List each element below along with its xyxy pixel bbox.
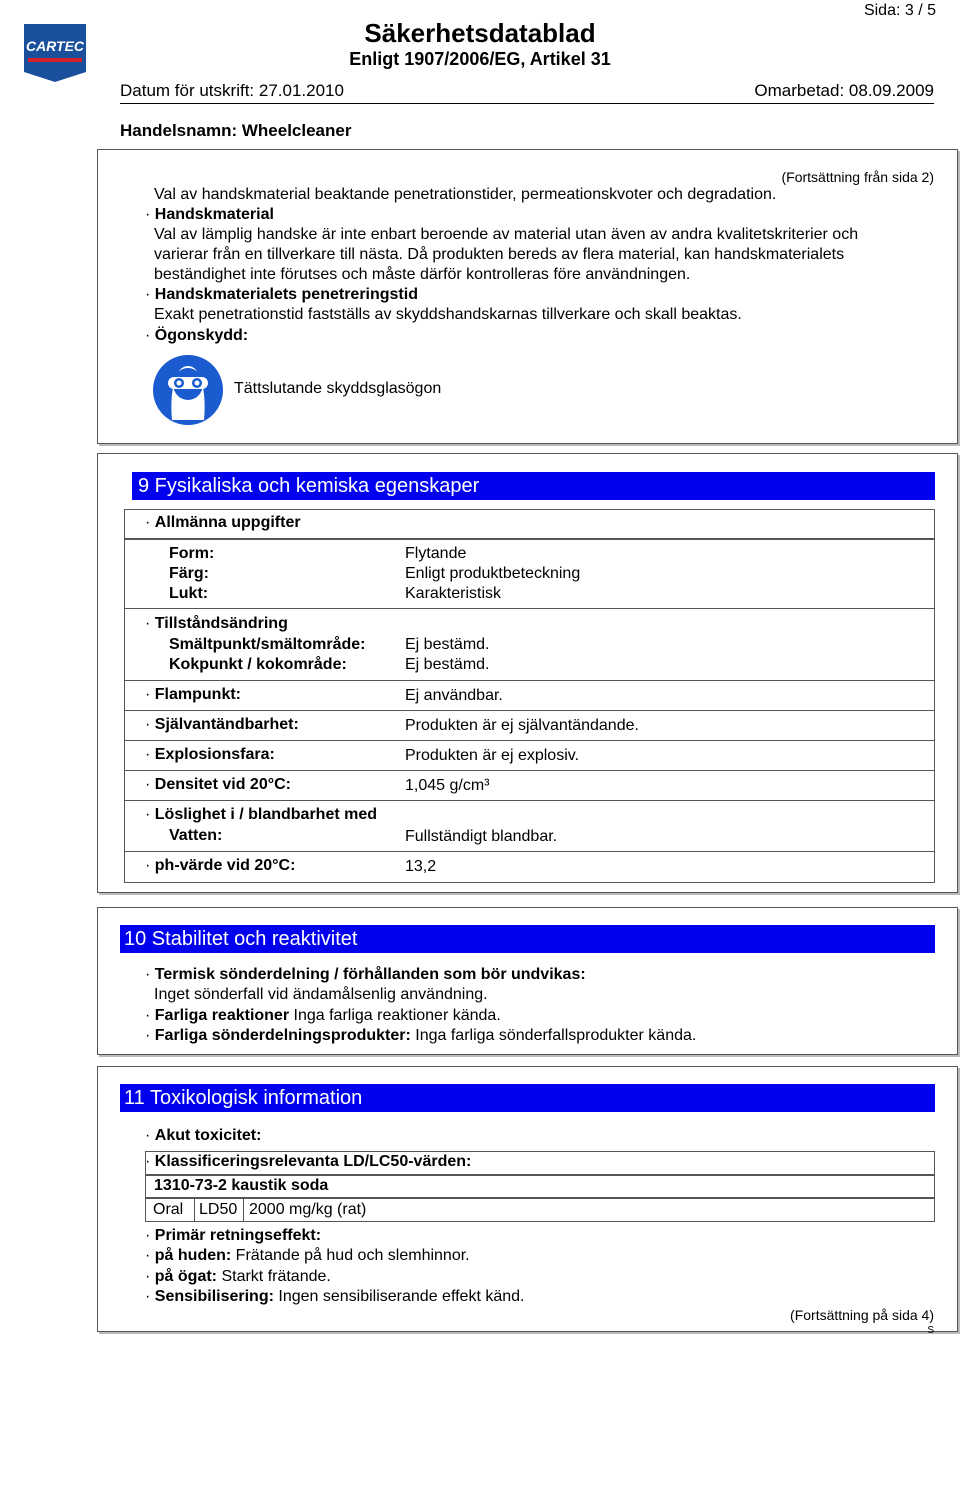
ph-label: · ph-värde vid 20°C: <box>145 857 296 874</box>
boiling-label: Kokpunkt / kokområde: <box>169 656 347 673</box>
page-number: Sida: 3 / 5 <box>863 2 936 19</box>
explosion-value: Produkten är ej explosiv. <box>405 747 580 764</box>
thermal-title: · Termisk sönderdelning / förhållanden som bör undvikas: <box>145 966 586 983</box>
color-value: Enligt produktbeteckning <box>405 565 581 582</box>
solubility-label: · Löslighet i / blandbarhet med <box>145 806 378 823</box>
divider <box>124 770 935 771</box>
value-cell: 2000 mg/kg (rat) <box>249 1201 367 1218</box>
eye-effect: · på ögat: Starkt frätande. <box>145 1268 331 1285</box>
self-ignition-value: Produkten är ej självantändande. <box>405 717 639 734</box>
print-date: Datum för utskrift: 27.01.2010 <box>120 81 344 100</box>
form-value: Flytande <box>405 545 467 562</box>
explosion-label: · Explosionsfara: <box>145 746 275 763</box>
melting-value: Ej bestämd. <box>405 636 490 653</box>
boiling-value: Ej bestämd. <box>405 656 490 673</box>
divider <box>124 608 935 609</box>
form-label: Form: <box>169 545 215 562</box>
penetration-text: Exakt penetrationstid fastställs av skyddshandskarnas tillverkare och skall beaktas. <box>154 306 742 323</box>
divider <box>124 710 935 711</box>
ld-values-title: · Klassificeringsrelevanta LD/LC50-värden: <box>145 1153 472 1170</box>
color-label: Färg: <box>169 565 209 582</box>
revised-date: Omarbetad: 08.09.2009 <box>754 81 934 100</box>
melting-label: Smältpunkt/smältområde: <box>169 636 366 653</box>
document-title: Säkerhetsdatablad <box>364 18 596 48</box>
ph-value: 13,2 <box>405 858 437 875</box>
skin-effect: · på huden: Frätande på hud och slemhinnor. <box>145 1247 470 1264</box>
glove-line: Val av handskmaterial beaktande penetrationstider, permeationskvoter och degradation. <box>154 186 777 203</box>
eye-protection-text: Tättslutande skyddsglasögon <box>234 380 442 397</box>
flash-point-label: · Flampunkt: <box>145 686 241 703</box>
document-subtitle: Enligt 1907/2006/EG, Artikel 31 <box>349 49 611 69</box>
self-ignition-label: · Självantändbarhet: <box>145 716 299 733</box>
dangerous-decomposition: · Farliga sönderdelningsprodukter: Inga farliga sönderfallsprodukter kända. <box>145 1027 697 1044</box>
sensitization: · Sensibilisering: Ingen sensibiliserande effekt känd. <box>145 1288 525 1305</box>
general-info-title: · Allmänna uppgifter <box>145 514 301 531</box>
svg-text:CARTEC: CARTEC <box>25 38 85 54</box>
continued-from: (Fortsättning från sida 2) <box>781 169 934 185</box>
route-cell: Oral <box>149 1199 195 1221</box>
divider <box>124 680 935 681</box>
eye-protection-title: · Ögonskydd: <box>145 327 249 344</box>
odor-value: Karakteristisk <box>405 585 502 602</box>
water-value: Fullständigt blandbar. <box>405 828 558 845</box>
continued-to: (Fortsättning på sida 4) <box>790 1307 934 1323</box>
header-rule <box>120 103 934 104</box>
state-change-title: · Tillståndsändring <box>145 615 288 632</box>
density-label: · Densitet vid 20°C: <box>145 776 291 793</box>
section-10-title: 10 Stabilitet och reaktivitet <box>120 925 935 953</box>
goggles-pictogram <box>152 354 224 426</box>
trade-name: Handelsnamn: Wheelcleaner <box>120 121 352 140</box>
substance-name: 1310-73-2 kaustik soda <box>154 1177 329 1194</box>
dangerous-reactions: · Farliga reaktioner Inga farliga reaktioner kända. <box>145 1007 501 1024</box>
penetration-title: · Handskmaterialets penetreringstid <box>145 286 418 303</box>
glove-material-text-2: varierar från en tillverkare till nästa. Då produkten bereds av flera material, kan handskmaterialets <box>154 246 845 263</box>
glove-material-title: · Handskmaterial <box>145 206 274 223</box>
glove-material-text-3: beständighet inte förutses och måste därför kontrolleras före användningen. <box>154 266 691 283</box>
flash-point-value: Ej användbar. <box>405 687 503 704</box>
odor-label: Lukt: <box>169 585 209 602</box>
divider <box>124 800 935 801</box>
section-11-title: 11 Toxikologisk information <box>120 1084 935 1112</box>
divider <box>124 851 935 852</box>
water-label: Vatten: <box>169 827 223 844</box>
glove-material-text-1: Val av lämplig handske är inte enbart beroende av material utan även av andra kvalitetskriterier och <box>154 226 859 243</box>
thermal-text: Inget sönderfall vid ändamålsenlig användning. <box>154 986 488 1003</box>
primary-irritation-label: · Primär retningseffekt: <box>145 1227 322 1244</box>
measure-cell: LD50 <box>195 1199 244 1221</box>
acute-toxicity-label: · Akut toxicitet: <box>145 1127 262 1144</box>
section-9-title: 9 Fysikaliska och kemiska egenskaper <box>132 472 935 500</box>
divider <box>124 740 935 741</box>
goggles-icon <box>152 354 224 426</box>
footer-mark: S <box>927 1325 934 1336</box>
density-value: 1,045 g/cm³ <box>405 777 490 794</box>
